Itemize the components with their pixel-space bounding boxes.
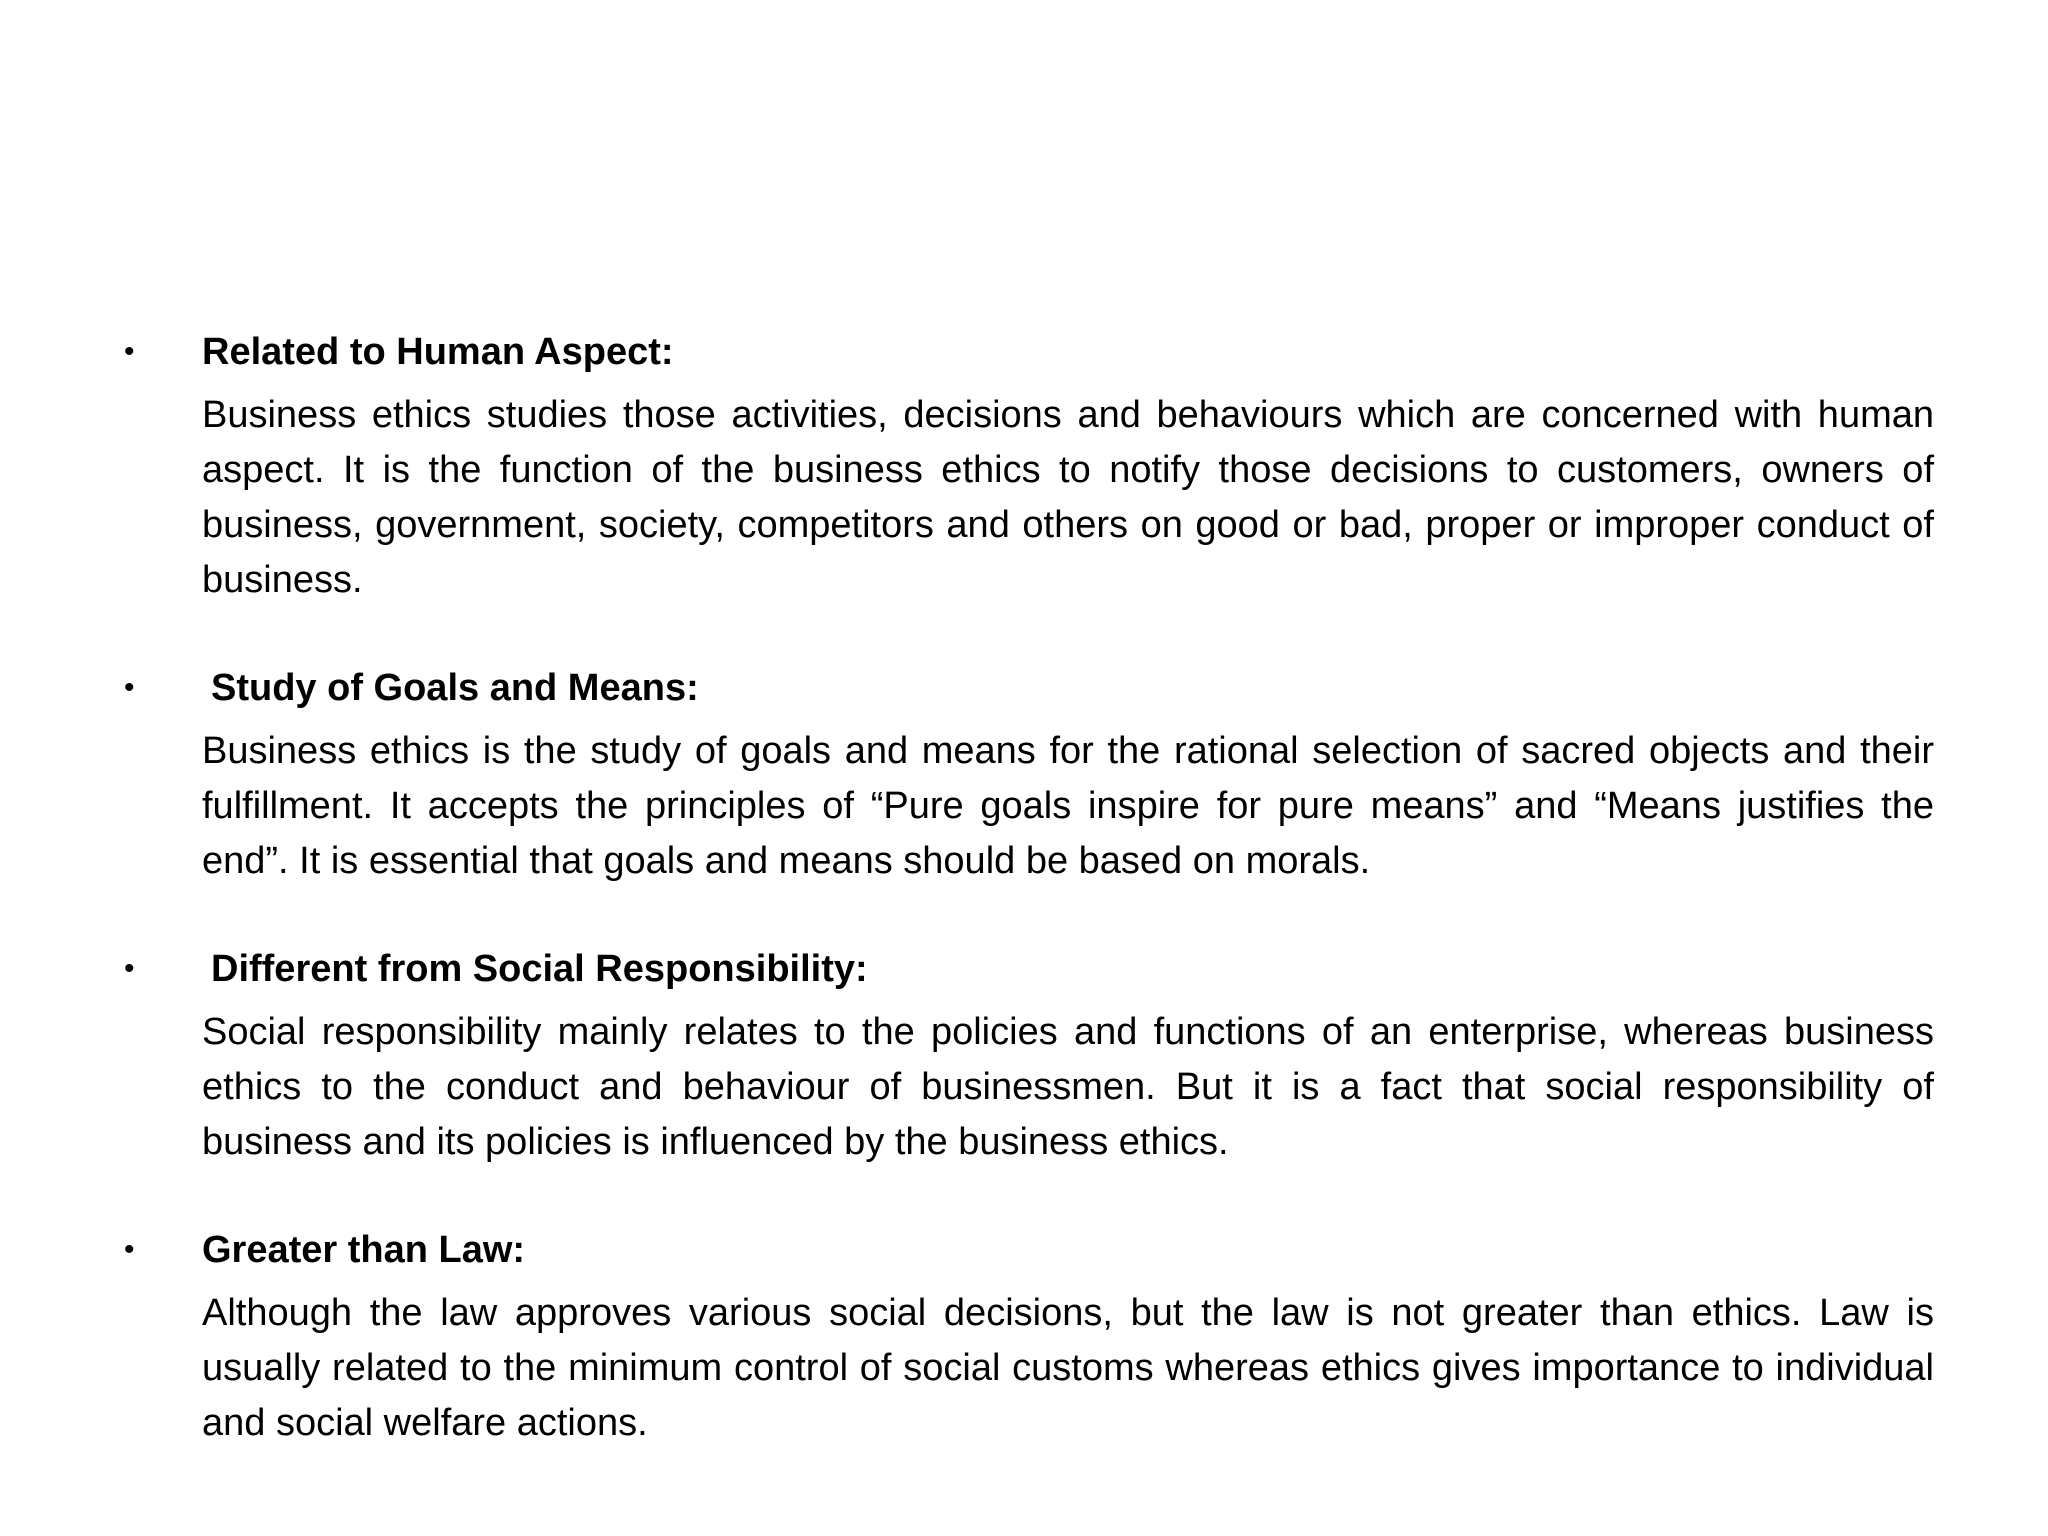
list-item-social-responsibility: [118, 943, 1934, 1170]
bullet-icon: •: [124, 671, 135, 704]
list-item-human-aspect: [118, 326, 1934, 608]
list-item-goals-and-means: [118, 662, 1934, 889]
bullet-icon: •: [124, 952, 135, 985]
item-heading: Greater than Law:: [202, 1229, 526, 1271]
item-heading: Related to Human Aspect:: [202, 331, 674, 373]
item-body: Social responsibility mainly relates to the policies and functions of an enterprise, whereas business ethics to the conduct and behaviour of businessmen. But it is a fact that social responsibility of business and its policies is influenced by the business ethics.: [202, 1011, 1934, 1163]
bullet-icon: •: [124, 335, 135, 368]
item-body: Although the law approves various social decisions, but the law is not greater than ethics. Law is usually related to the minimum control of social customs whereas ethics gives importance to individual and social welfare actions.: [202, 1292, 1934, 1444]
item-body: Business ethics studies those activities, decisions and behaviours which are concerned with human aspect. It is the function of the business ethics to notify those decisions to customers, owners of business, government, society, competitors and others on good or bad, proper or improper conduct of business.: [202, 394, 1934, 601]
item-heading: Study of Goals and Means:: [211, 667, 699, 709]
bullet-list: [118, 326, 1934, 1451]
item-heading: Different from Social Responsibility:: [211, 948, 868, 990]
item-body: Business ethics is the study of goals and means for the rational selection of sacred objects and their fulfillment. It accepts the principles of “Pure goals inspire for pure means” and “Means justifies the end”. It is essential that goals and means should be based on morals.: [202, 730, 1934, 882]
list-item-greater-than-law: [118, 1224, 1934, 1451]
bullet-icon: •: [124, 1233, 135, 1266]
